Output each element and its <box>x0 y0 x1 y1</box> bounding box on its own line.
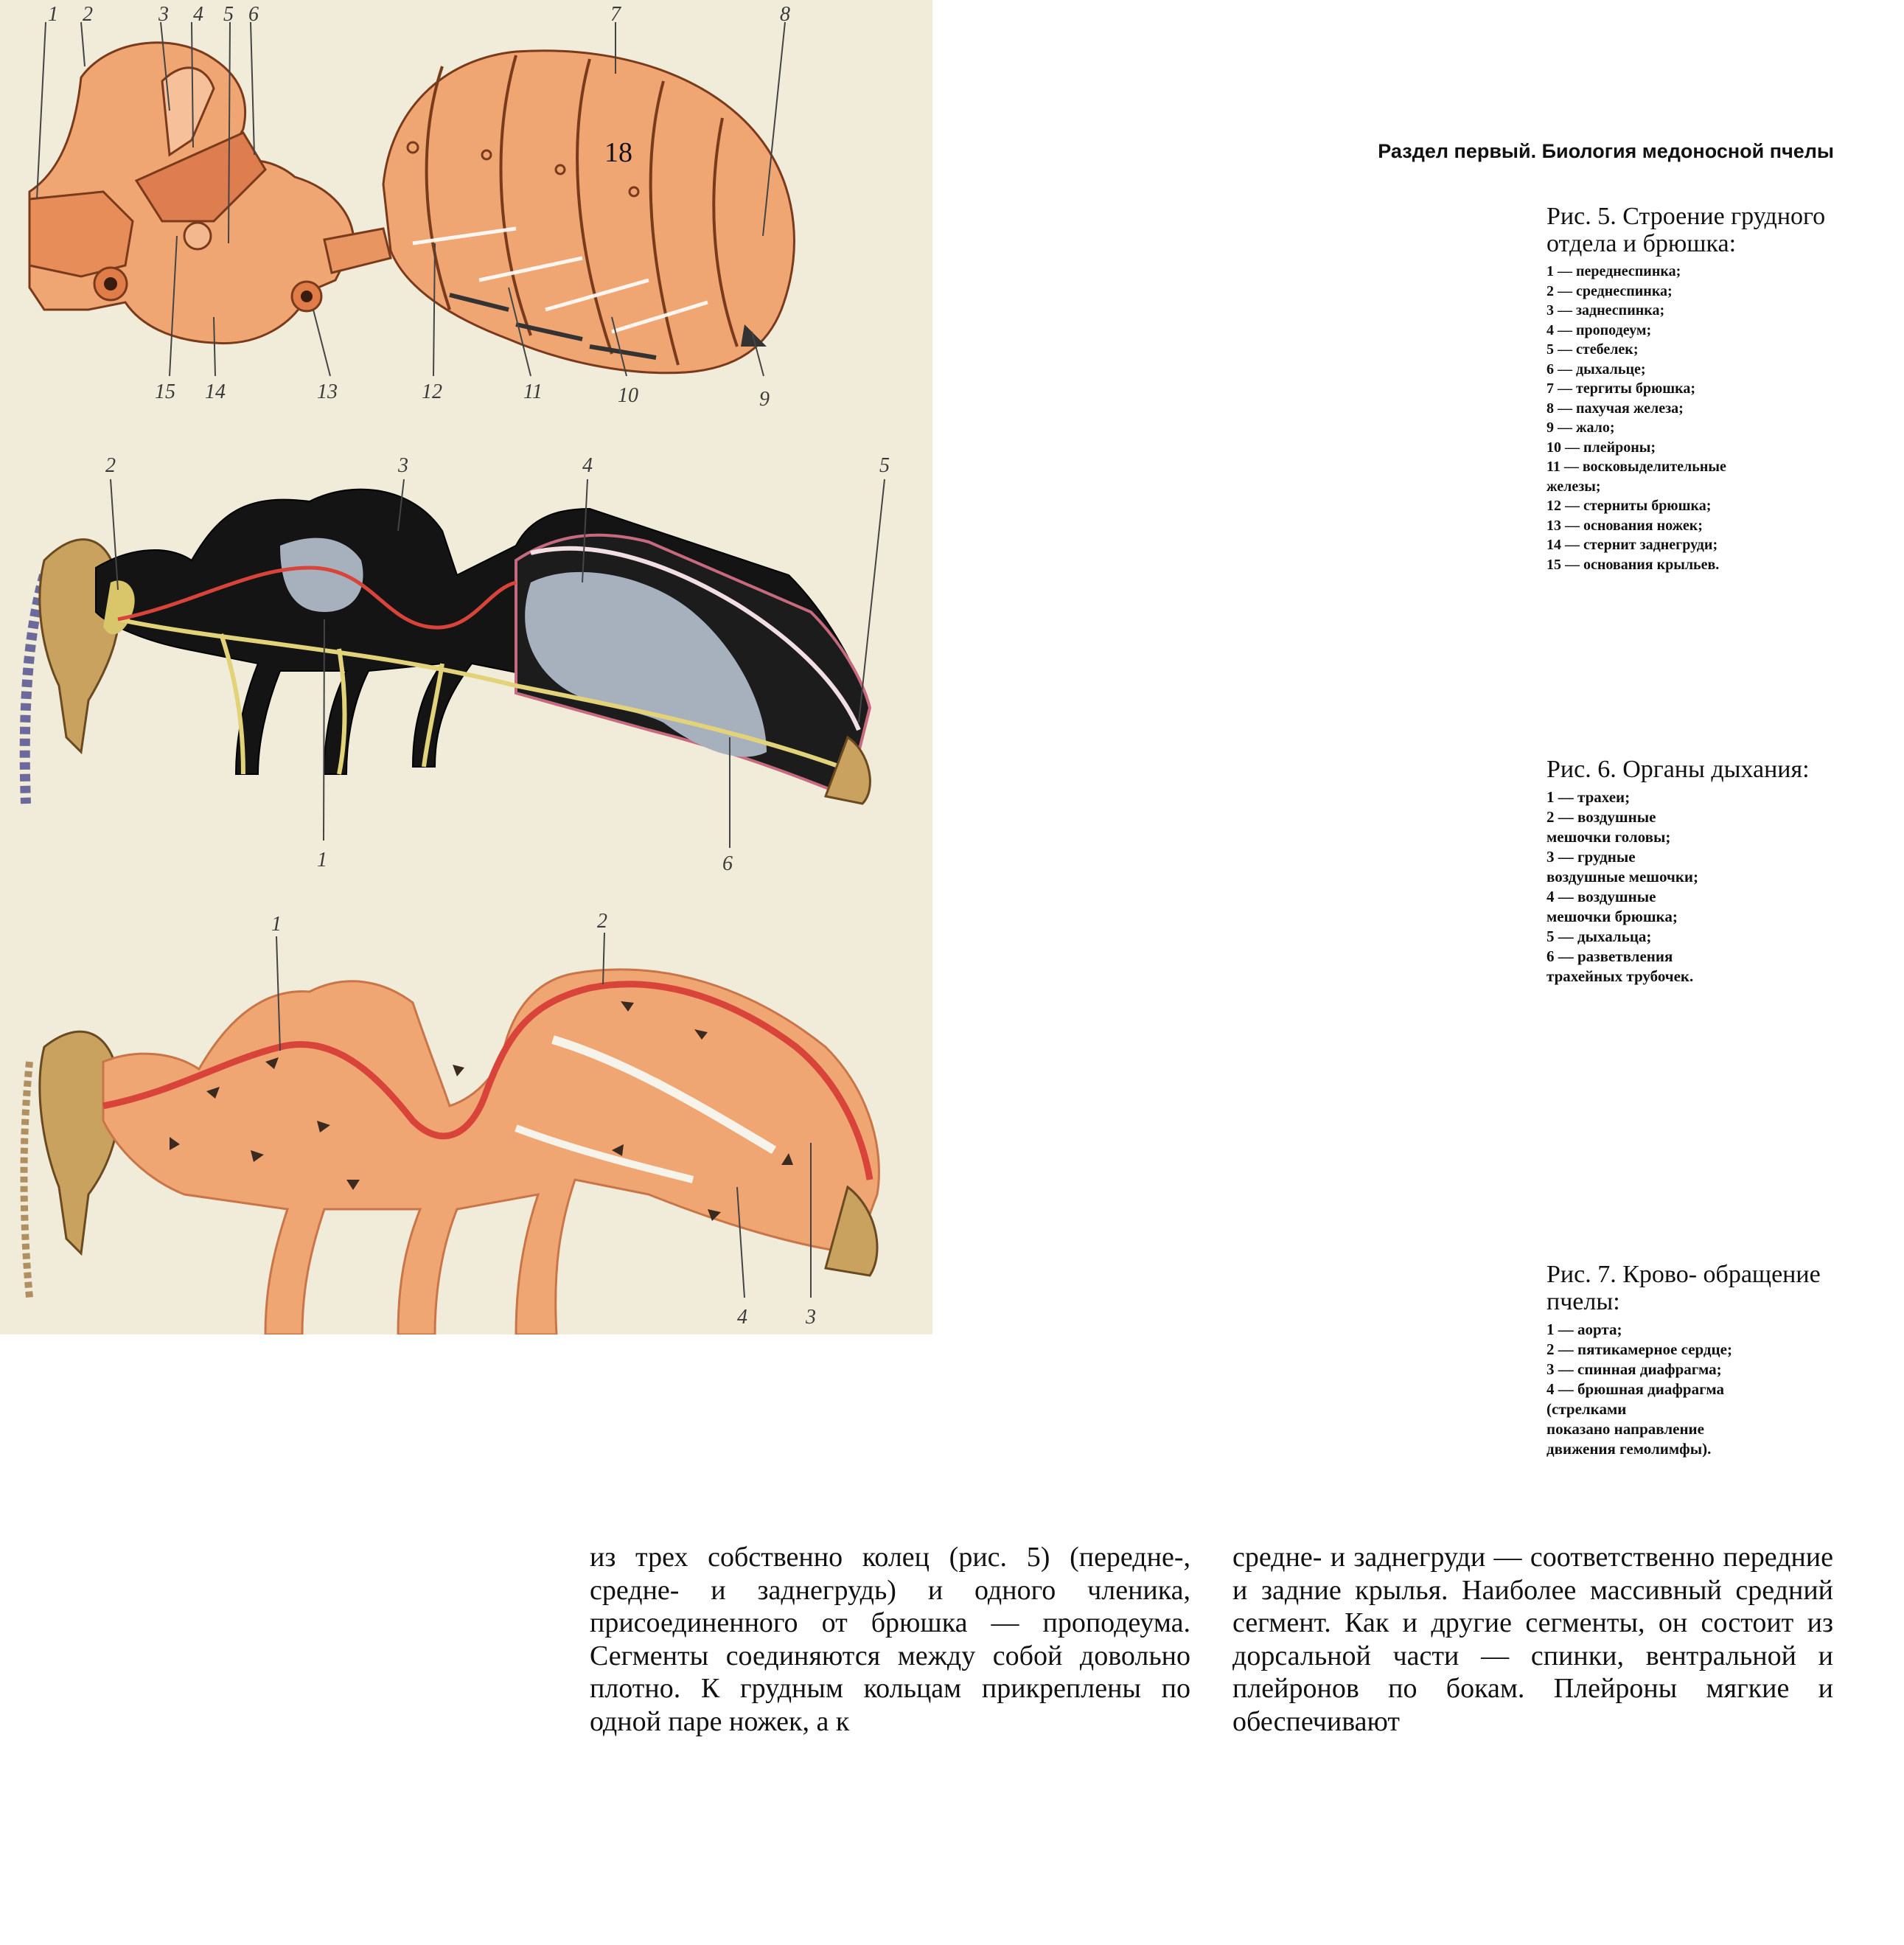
fig5-callout: 13 <box>317 380 338 403</box>
legend-item: мешочки брюшка; <box>1546 908 1678 925</box>
figure5-title: Рис. 5. Строение грудного отдела и брюшка: <box>1546 203 1826 257</box>
fig5-callout: 7 <box>610 3 621 26</box>
figure5-legend <box>1546 262 1838 574</box>
figure6-legend <box>1546 787 1838 987</box>
fig7-callout: 1 <box>271 913 282 936</box>
figure7-title: Рис. 7. Крово- обращение пчелы: <box>1546 1261 1821 1315</box>
legend-item: 1 — трахеи; <box>1546 788 1631 806</box>
legend-item: 15 — основания крыльев. <box>1546 556 1720 573</box>
legend-item: 1 — переднеспинка; <box>1546 263 1681 279</box>
legend-item: 8 — пахучая железа; <box>1546 400 1684 417</box>
legend-item: 7 — тергиты брюшка; <box>1546 380 1696 397</box>
fig6-callout: 2 <box>105 454 116 477</box>
fig5-callout: 5 <box>223 3 234 26</box>
leg-base-3 <box>184 223 211 249</box>
leg-base-1-hole <box>104 277 117 290</box>
fig6-callout: 4 <box>582 454 593 477</box>
legend-item: 4 — воздушные <box>1546 888 1656 905</box>
legend-item: 6 — дыхальце; <box>1546 361 1646 377</box>
body-paragraph-right: средне- и заднегруди — соответственно передние и задние крылья. Наиболее массивный средний сегмент. Как и другие сегменты, он состоит из дорсальной части — спинки, вентральной и плейронов по бокам. Плейроны мягкие и обеспечивают <box>1232 1542 1833 1737</box>
figure7-legend <box>1546 1320 1838 1459</box>
fig7-callout: 2 <box>597 910 607 933</box>
fig6-callout: 3 <box>398 454 408 477</box>
legend-item: 3 — грудные <box>1546 848 1636 866</box>
legend-item: 9 — жало; <box>1546 420 1615 436</box>
legend-item: 1 — аорта; <box>1546 1321 1622 1338</box>
fig5-callout: 3 <box>158 3 169 26</box>
figure6-title: Рис. 6. Органы дыхания: <box>1546 756 1810 783</box>
legend-item: 2 — воздушные <box>1546 808 1656 826</box>
figure5-caption <box>1546 203 1838 574</box>
legend-item: 6 — разветвления <box>1546 947 1673 965</box>
body-column-right <box>1232 1541 1833 1738</box>
fig5-callout: 4 <box>193 3 203 26</box>
fig5-callout: 1 <box>48 3 58 26</box>
fig5-callout: 14 <box>205 380 226 403</box>
figure-plate <box>0 0 932 1335</box>
leg-base-2-hole <box>301 290 313 302</box>
legend-item: (стрелками <box>1546 1400 1627 1418</box>
legend-item: 5 — стебелек; <box>1546 341 1639 358</box>
fig5-callout: 11 <box>523 380 543 403</box>
fig5-callout: 8 <box>780 3 790 26</box>
legend-item: 14 — стернит заднегруди; <box>1546 537 1718 553</box>
figure7-caption <box>1546 1261 1838 1459</box>
legend-item: движения гемолимфы). <box>1546 1440 1712 1458</box>
legend-item: железы; <box>1546 478 1601 495</box>
legend-item: показано направление <box>1546 1420 1704 1438</box>
pronotum-shape <box>29 192 133 276</box>
antenna-shape-2 <box>24 1062 30 1298</box>
figure5-drawing <box>29 3 794 411</box>
fig7-callout: 3 <box>806 1306 816 1329</box>
fig5-callout: 15 <box>155 380 175 403</box>
fig5-callout: 2 <box>83 3 93 26</box>
fig6-callout: 6 <box>722 852 733 875</box>
running-title: Раздел первый. Биология медоносной пчелы <box>1378 140 1834 162</box>
body-column-left <box>590 1541 1190 1738</box>
legend-item: 13 — основания ножек; <box>1546 517 1703 534</box>
legend-item: 2 — среднеспинка; <box>1546 282 1673 299</box>
legend-item: 11 — восковыделительные <box>1546 459 1726 475</box>
body-paragraph-left: из трех собственно колец (рис. 5) (передне-, средне- и заднегрудь) и одного членика, присоединенного от брюшка — проподеума. Сегменты соединяются между собой довольно плотно. К грудным кольцам прикреплены по одной паре ножек, а к <box>590 1542 1190 1737</box>
legend-item: трахейных трубочек. <box>1546 967 1694 985</box>
fig5-callout: 10 <box>618 384 638 407</box>
fig5-callout: 12 <box>422 380 442 403</box>
legend-item: 12 — стерниты брюшка; <box>1546 498 1712 514</box>
figure7-drawing <box>24 910 879 1335</box>
legend-item: 5 — дыхальца; <box>1546 928 1652 945</box>
legend-item: воздушные мешочки; <box>1546 868 1699 885</box>
legend-item: 3 — спинная диафрагма; <box>1546 1360 1722 1378</box>
page-number: 18 <box>604 137 632 168</box>
fig5-callout: 9 <box>759 388 770 411</box>
abdomen-shape <box>383 51 794 373</box>
legend-item: 3 — заднеспинка; <box>1546 302 1665 319</box>
figure6-caption <box>1546 756 1838 987</box>
fig6-callout: 5 <box>879 454 890 477</box>
figure-plate-svg <box>0 0 932 1335</box>
legend-item: 2 — пятикамерное сердце; <box>1546 1340 1732 1358</box>
figure6-drawing <box>25 454 890 875</box>
fig7-callout: 4 <box>737 1306 747 1329</box>
legend-item: 4 — проподеум; <box>1546 321 1652 338</box>
fig6-callout: 1 <box>317 849 327 871</box>
legend-item: 4 — брюшная диафрагма <box>1546 1380 1725 1398</box>
legend-item: 10 — плейроны; <box>1546 439 1656 456</box>
fig5-callout: 6 <box>248 3 259 26</box>
legend-item: мешочки головы; <box>1546 828 1671 846</box>
